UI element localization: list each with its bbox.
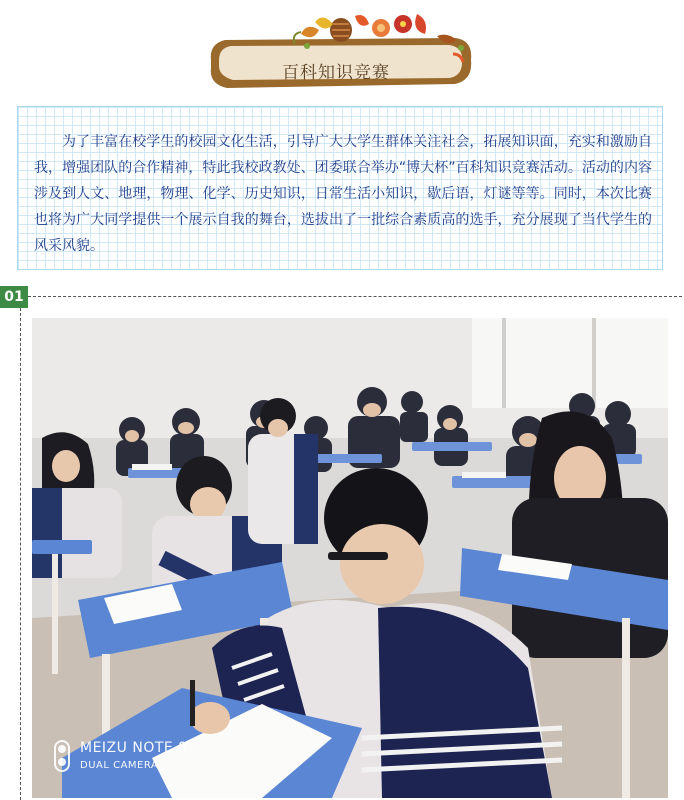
wood-sign-decoration (205, 10, 477, 96)
watermark-subtitle: DUAL CAMERA (80, 760, 159, 771)
banner-title: 百科知识竞赛 (282, 63, 390, 83)
section-number-badge: 01 (0, 286, 28, 308)
intro-box (17, 106, 663, 270)
exam-classroom-photo (32, 318, 668, 798)
section-divider-horizontal (28, 296, 682, 297)
dual-camera-icon (54, 740, 70, 772)
intro-paragraph: 为了丰富在校学生的校园文化生活，引导广大大学生群体关注社会，拓展知识面，充实和激励自我，增强团队的合作精神，特此我校政教处、团委联合举办“博大杯”百科知识竞赛活动。活动的内容涉及到人文、地理，物理、化学、历史知识，日常生活小知识，歇后语，灯谜等等。同时，本次比赛也将为广大同学提供一个展示自我的舞台，选拔出了一批综合素质高的选手，充分展现了当代学生的风采风貌。 (34, 134, 652, 254)
classroom-illustration (32, 318, 668, 798)
section-divider-vertical (20, 308, 21, 800)
title-banner (205, 10, 477, 96)
watermark-brand: MEIZU NOTE 8 (80, 740, 188, 756)
